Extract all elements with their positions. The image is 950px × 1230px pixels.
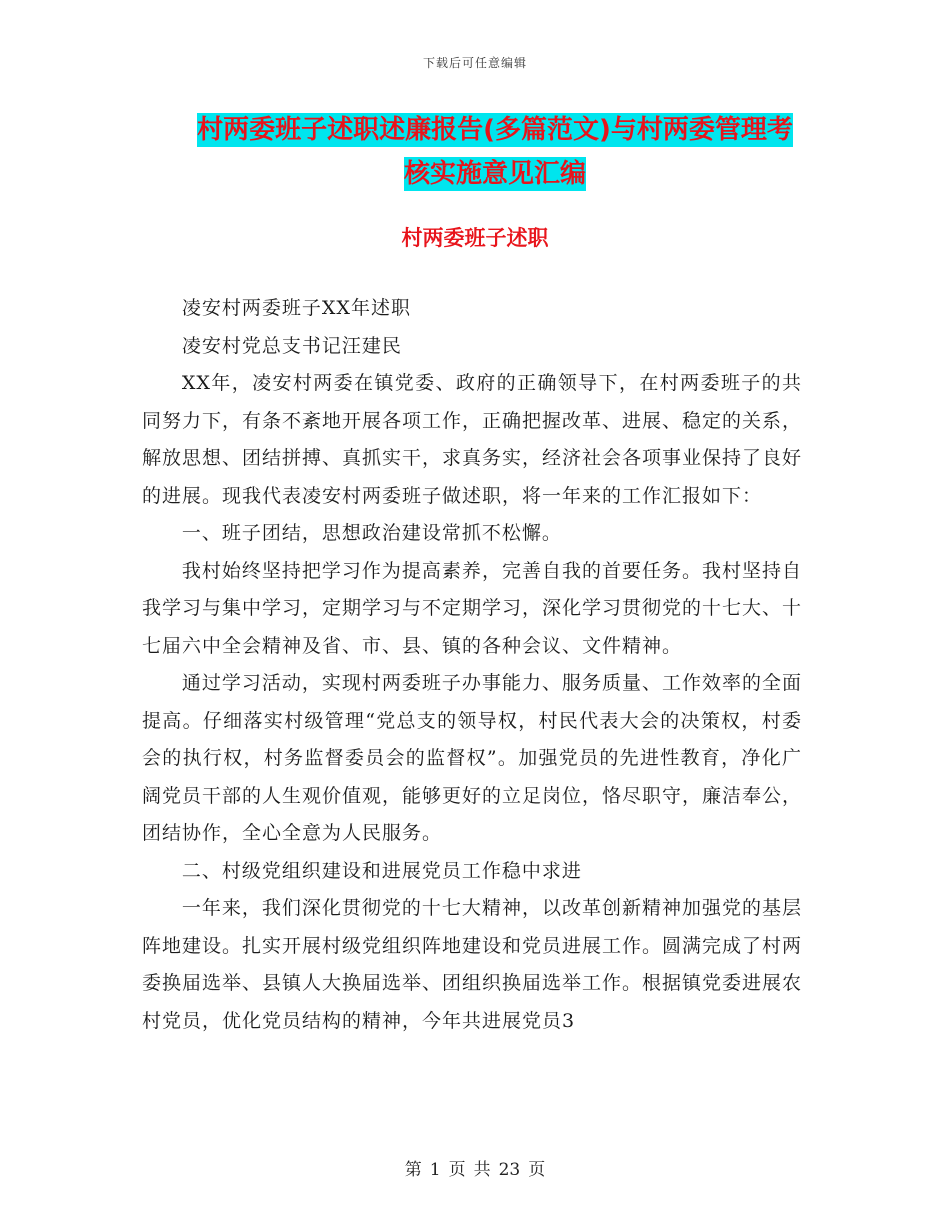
document-body xyxy=(142,290,802,1040)
footer-page-number: 1 xyxy=(429,1160,441,1180)
footer-prefix: 第 xyxy=(404,1160,422,1180)
paragraph-heading-2: 二、村级党组织建设和进展党员工作稳中求进 xyxy=(181,859,582,882)
section-title: 村两委班子述职 xyxy=(401,226,549,250)
paragraph-author: 凌安村党总支书记汪建民 xyxy=(181,334,402,357)
paragraph-study: 我村始终坚持把学习作为提高素养，完善自我的首要任务。我村坚持自我学习与集中学习，定期学习与不定期学习，深化学习贯彻党的十七大、十七届六中全会精神及省、市、县、镇的各种会议、文件精神。 xyxy=(142,559,803,657)
footer-total-pages: 23 xyxy=(498,1160,521,1180)
footer-total-word: 共 xyxy=(473,1160,491,1180)
document-title-line-2: 核实施意见汇编 xyxy=(403,159,586,189)
paragraph-heading-1: 一、班子团结，思想政治建设常抓不松懈。 xyxy=(181,522,562,544)
document-title-line-1: 村两委班子述职述廉报告(多篇范文)与村两委管理考 xyxy=(197,115,793,145)
page-header-note: 下载后可任意编辑 xyxy=(422,56,527,70)
paragraph-party-building: 一年来，我们深化贯彻党的十七大精神，以改革创新精神加强党的基层阵地建设。扎实开展村级党组织阵地建设和党员进展工作。圆满完成了村两委换届选举、县镇人大换届选举、团组织换届选举工作。根据镇党委进展农村党员，优化党员结构的精神，今年共进展党员3 xyxy=(142,897,803,1032)
document-title xyxy=(150,108,840,196)
paragraph-intro: XX年，凌安村两委在镇党委、政府的正确领导下，在村两委班子的共同努力下，有条不紊地开展各项工作，正确把握改革、进展、稳定的关系，解放思想、团结拼搏、真抓实干，求真务实，经济社会各项事业保持了良好的进展。现我代表凌安村两委班子做述职，将一年来的工作汇报如下： xyxy=(142,372,803,507)
page-footer xyxy=(0,1155,950,1180)
paragraph-activities: 通过学习活动，实现村两委班子办事能力、服务质量、工作效率的全面提高。仔细落实村级管理“党总支的领导权，村民代表大会的决策权，村委会的执行权，村务监督委员会的监督权”。加强党员的先进性教育，净化广阔党员干部的人生观价值观，能够更好的立足岗位，恪尽职守，廉洁奉公，团结协作，全心全意为人民服务。 xyxy=(142,672,803,844)
paragraph-report-title: 凌安村两委班子XX年述职 xyxy=(181,297,411,319)
footer-suffix: 页 xyxy=(528,1160,546,1180)
footer-page-word: 页 xyxy=(448,1160,466,1180)
